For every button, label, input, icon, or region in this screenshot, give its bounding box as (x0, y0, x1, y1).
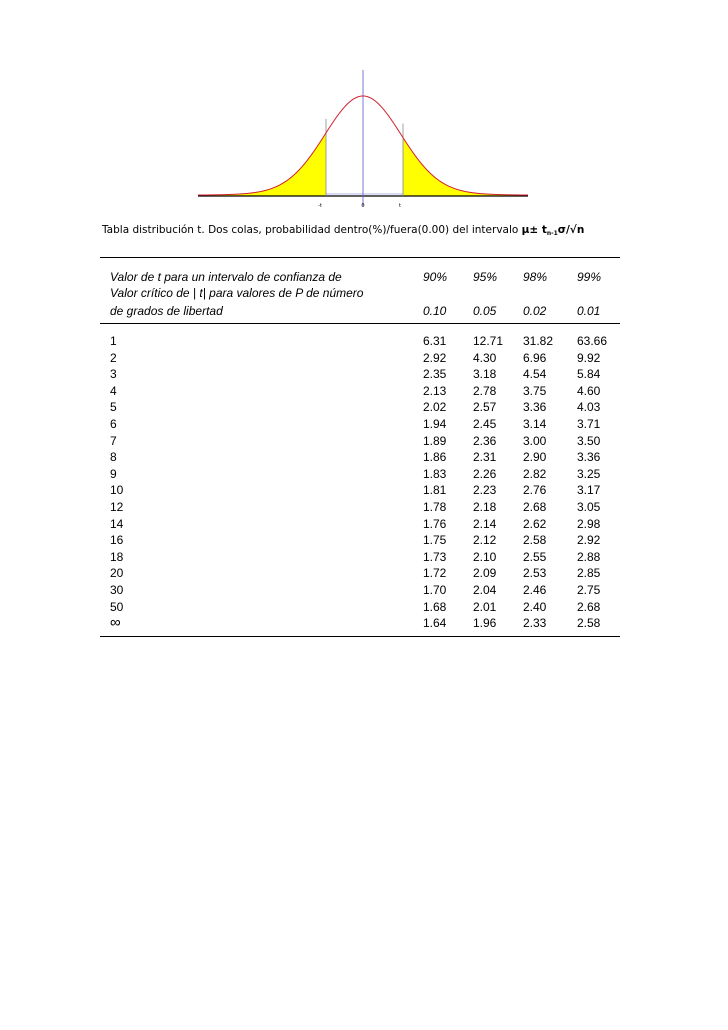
value-cell: 2.55 (523, 549, 547, 564)
pos-t-label: t (399, 203, 401, 209)
table-row (100, 350, 620, 367)
value-cell: 2.68 (523, 500, 547, 514)
value-cell: 31.82 (523, 334, 554, 348)
p-001: 0.01 (577, 304, 601, 318)
p-002: 0.02 (523, 304, 547, 318)
value-cell: 2.57 (473, 400, 497, 415)
table-row (100, 499, 620, 516)
df-cell: 6 (110, 417, 117, 431)
value-cell: 2.90 (523, 450, 547, 465)
value-cell: 1.76 (423, 516, 447, 531)
value-cell: 4.60 (577, 383, 601, 398)
value-cell: 3.17 (577, 483, 601, 498)
df-cell: 10 (110, 483, 124, 498)
value-cell: 4.54 (523, 367, 547, 382)
value-cell: 2.78 (473, 383, 497, 398)
value-cell: 2.33 (523, 616, 547, 631)
conf-99: 99% (577, 270, 602, 284)
value-cell: 1.94 (423, 417, 447, 431)
df-cell: 12 (110, 500, 124, 514)
value-cell: 3.25 (577, 466, 601, 481)
value-cell: 1.83 (423, 466, 447, 481)
value-cell: 3.50 (577, 433, 601, 448)
table-row (100, 416, 620, 433)
value-cell: 2.04 (473, 583, 497, 597)
table-row (100, 399, 620, 416)
value-cell: 1.78 (423, 500, 447, 514)
value-cell: 2.36 (473, 433, 497, 448)
value-cell: 2.68 (577, 599, 601, 614)
value-cell: 2.53 (523, 566, 547, 581)
value-cell: 2.14 (473, 516, 497, 531)
value-cell: 3.05 (577, 500, 601, 514)
df-cell: 30 (110, 583, 124, 597)
conf-95: 95% (473, 270, 498, 284)
table-row (100, 516, 620, 533)
table-row (100, 615, 620, 632)
df-cell: 1 (110, 334, 117, 348)
value-cell: 2.76 (523, 483, 547, 498)
value-cell: 2.35 (423, 367, 447, 382)
value-cell: 1.68 (423, 599, 447, 614)
df-cell: 7 (110, 433, 117, 448)
table-row (100, 582, 620, 599)
df-cell: 9 (110, 466, 117, 481)
caption-formula: $\mu\pm t_{n-1}\sigma/√n$ (521, 224, 585, 237)
df-cell: 2 (110, 350, 117, 365)
value-cell: 1.70 (423, 583, 447, 597)
table-row (100, 466, 620, 483)
value-cell: 3.71 (577, 417, 601, 431)
value-cell: 2.40 (523, 599, 547, 614)
value-cell: 1.64 (423, 616, 447, 631)
table-row (100, 532, 620, 549)
value-cell: 3.00 (523, 433, 547, 448)
value-cell: 2.92 (577, 533, 601, 548)
value-cell: 2.31 (473, 450, 497, 465)
value-cell: 63.66 (577, 334, 608, 348)
value-cell: 2.88 (577, 549, 601, 564)
table-row (100, 433, 620, 450)
value-cell: 12.71 (473, 334, 504, 348)
value-cell: 2.46 (523, 583, 547, 597)
caption-text: Tabla distribución t. Dos colas, probabilidad dentro(%)/fuera(0.00) del intervalo (102, 224, 522, 236)
value-cell: 6.96 (523, 350, 547, 365)
value-cell: 2.23 (473, 483, 497, 498)
neg-t-label: -t (318, 203, 322, 209)
df-cell: 4 (110, 383, 117, 398)
value-cell: 3.36 (523, 400, 547, 415)
table-row (100, 482, 620, 499)
t-distribution-figure (190, 68, 535, 216)
bottom-rule (100, 636, 620, 637)
value-cell: 9.92 (577, 350, 601, 365)
p-010: 0.10 (423, 304, 447, 318)
value-cell: 2.85 (577, 566, 601, 581)
value-cell: 2.26 (473, 466, 497, 481)
p-005: 0.05 (473, 304, 497, 318)
value-cell: 1.72 (423, 566, 447, 581)
table-row (100, 565, 620, 582)
value-cell: 2.62 (523, 516, 547, 531)
table-row (100, 383, 620, 400)
df-cell: 50 (110, 599, 124, 614)
df-cell: 18 (110, 549, 124, 564)
table-row (100, 449, 620, 466)
value-cell: 2.98 (577, 516, 601, 531)
table-row (100, 333, 620, 350)
value-cell: 2.10 (473, 549, 497, 564)
table-caption (102, 224, 662, 237)
table-row (100, 599, 620, 616)
value-cell: 1.86 (423, 450, 447, 465)
value-cell: 2.09 (473, 566, 497, 581)
conf-90: 90% (423, 270, 448, 284)
value-cell: 2.58 (577, 616, 601, 631)
df-cell: 3 (110, 367, 117, 382)
value-cell: 3.36 (577, 450, 601, 465)
top-rule (100, 257, 620, 258)
value-cell: 2.75 (577, 583, 601, 597)
value-cell: 2.92 (423, 350, 447, 365)
table-row (100, 549, 620, 566)
value-cell: 1.96 (473, 616, 497, 631)
value-cell: 1.75 (423, 533, 447, 548)
value-cell: 4.30 (473, 350, 497, 365)
df-cell: 14 (110, 516, 124, 531)
value-cell: 5.84 (577, 367, 601, 382)
table-row (100, 366, 620, 383)
conf-98: 98% (523, 270, 548, 284)
df-cell: 16 (110, 533, 124, 548)
df-cell: 8 (110, 450, 117, 465)
df-cell: 5 (110, 400, 117, 415)
value-cell: 3.14 (523, 417, 547, 431)
value-cell: 3.18 (473, 367, 497, 382)
value-cell: 2.13 (423, 383, 447, 398)
df-cell: ∞ (110, 614, 121, 632)
right-tail-area (403, 138, 528, 196)
value-cell: 2.18 (473, 500, 497, 514)
value-cell: 3.75 (523, 383, 547, 398)
value-cell: 4.03 (577, 400, 601, 415)
left-tail-area (198, 133, 326, 196)
value-cell: 1.89 (423, 433, 447, 448)
value-cell: 2.01 (473, 599, 497, 614)
value-cell: 2.02 (423, 400, 447, 415)
value-cell: 1.81 (423, 483, 447, 498)
header-rule (100, 323, 620, 324)
value-cell: 2.82 (523, 466, 547, 481)
zero-label: 0 (361, 203, 365, 209)
value-cell: 6.31 (423, 334, 447, 348)
value-cell: 2.58 (523, 533, 547, 548)
value-cell: 1.73 (423, 549, 447, 564)
value-cell: 2.45 (473, 417, 497, 431)
df-cell: 20 (110, 566, 124, 581)
value-cell: 2.12 (473, 533, 497, 548)
